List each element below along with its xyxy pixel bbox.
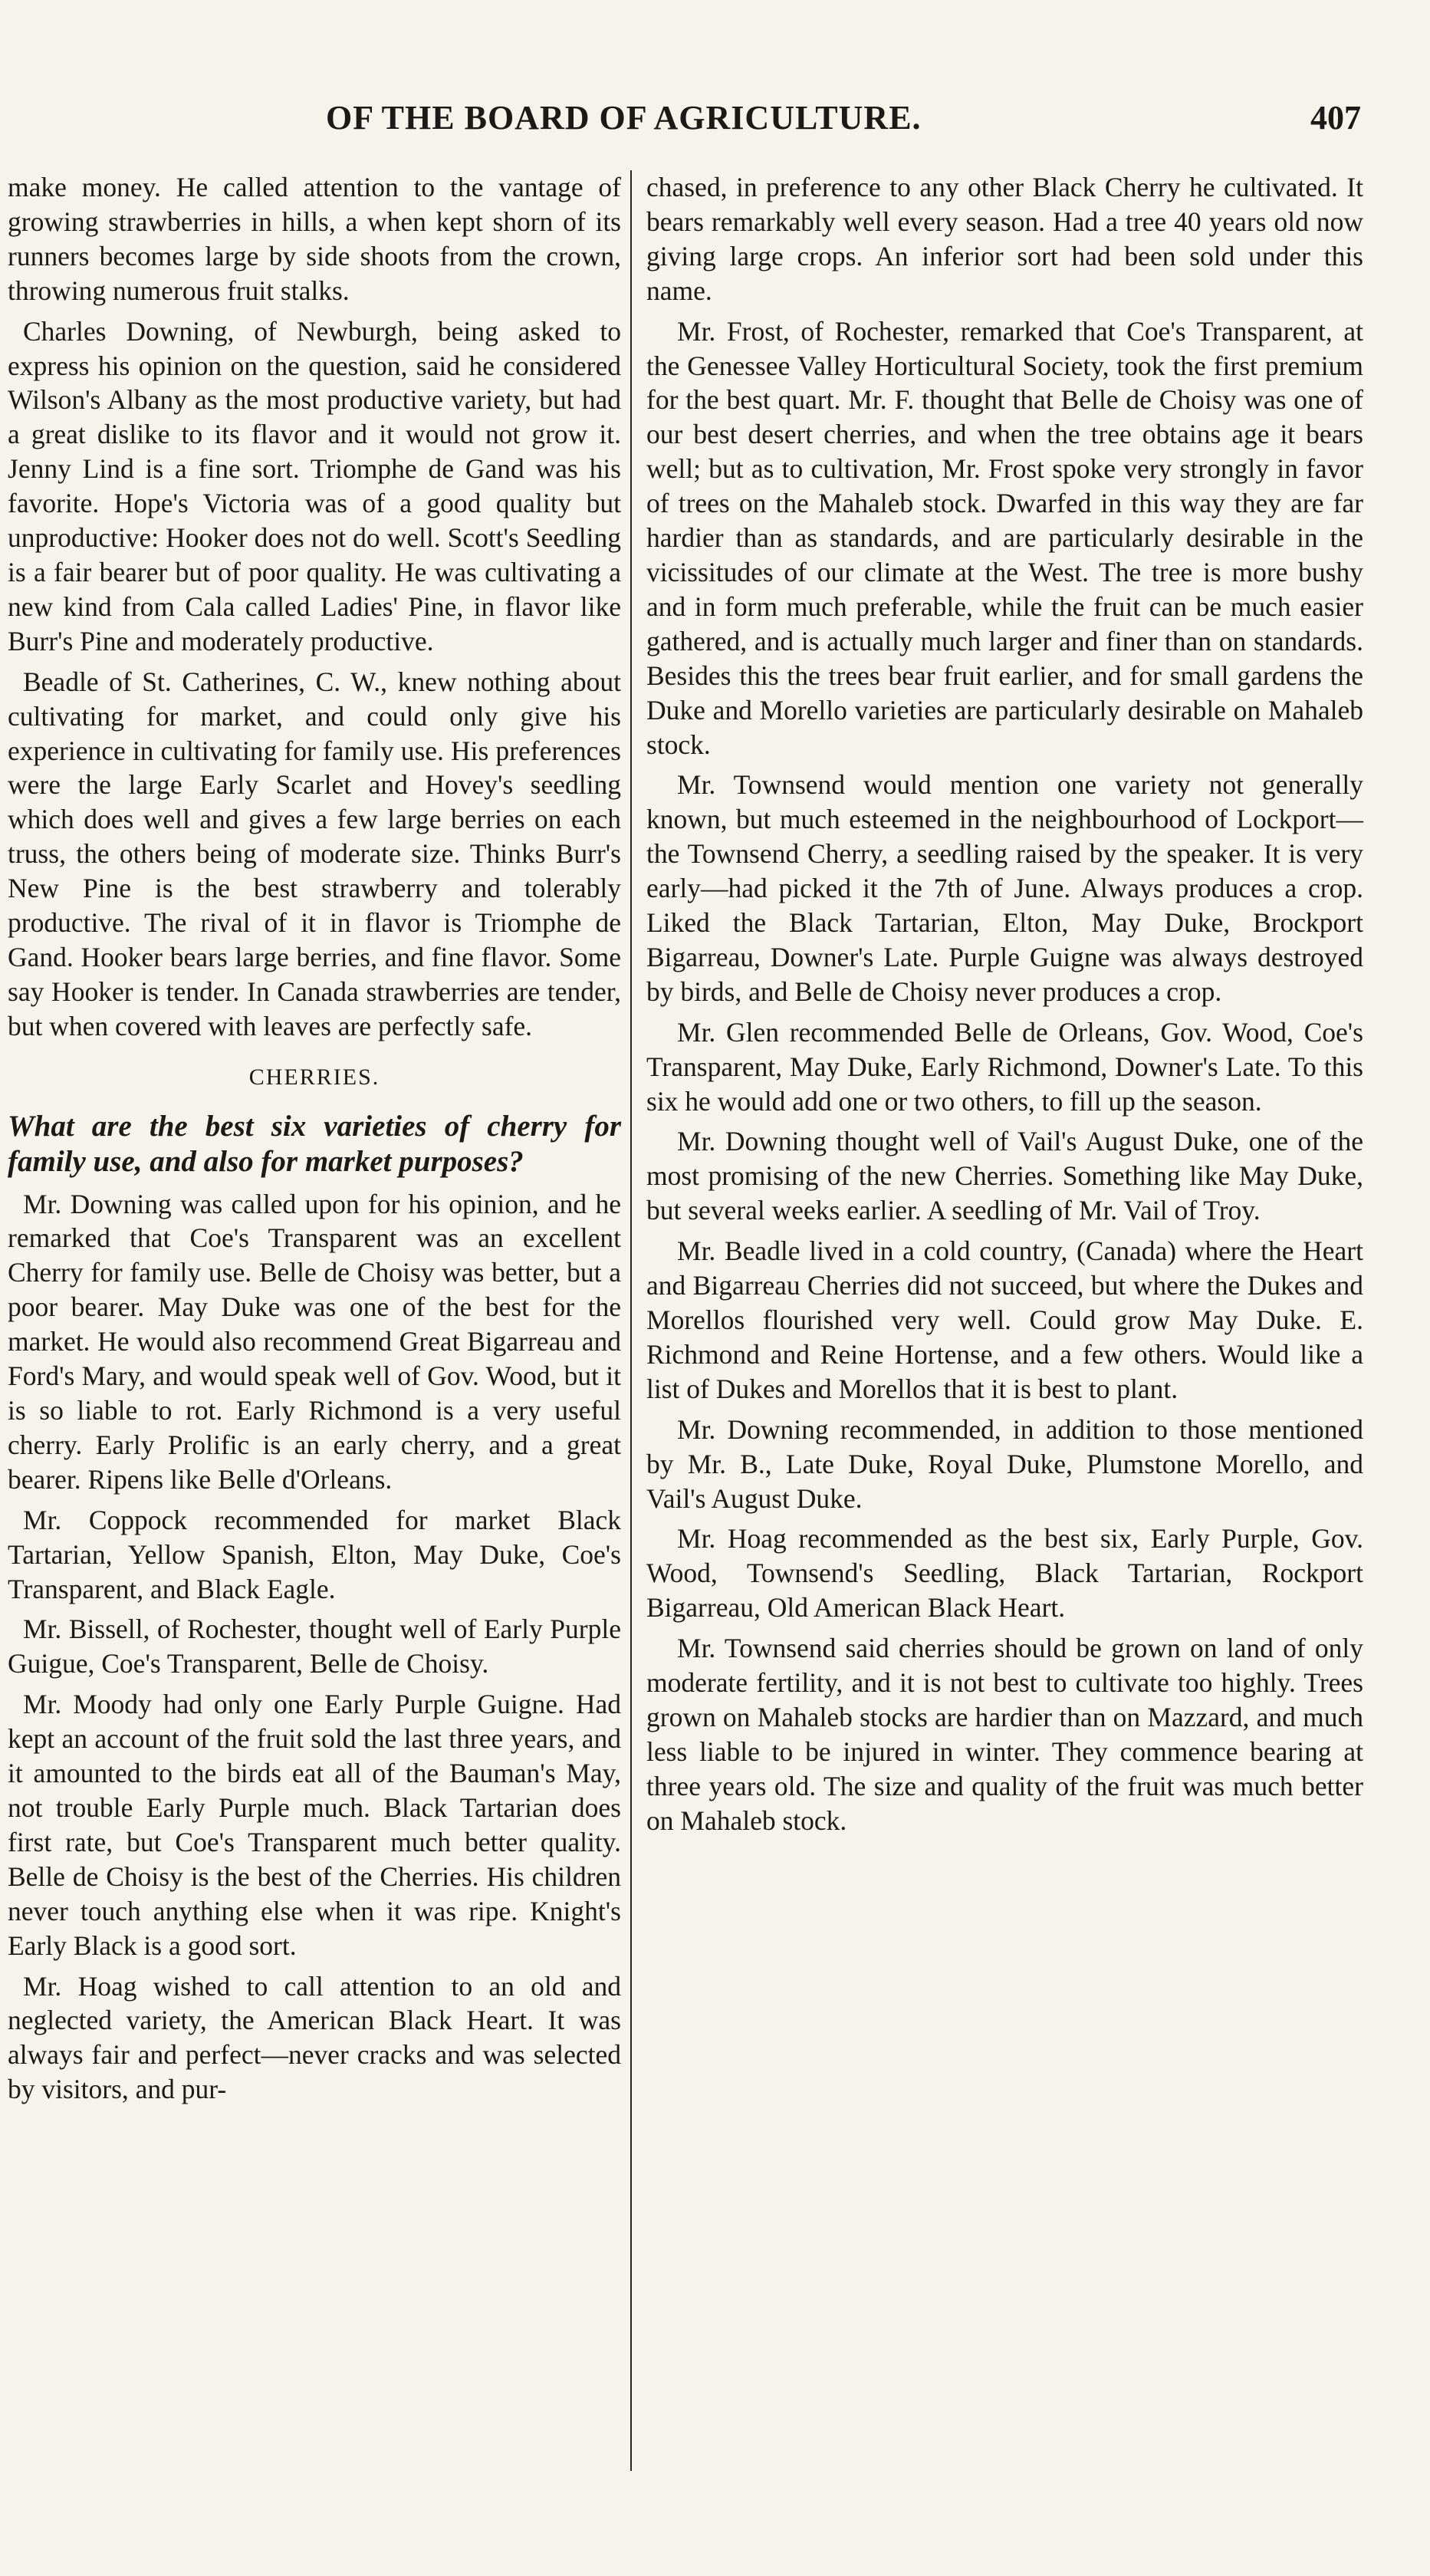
right-paragraph-9: Mr. Townsend said cherries should be grown on land of only moderate fertility, and it is not best to cultivate too highly. Trees grown on Mahaleb stocks are hardier than on Mazzard, and much less liable to be injured in winter. They commence bearing at three years old. The size and quality of the fruit was much better on Mahaleb stock. <box>646 1633 1363 1836</box>
left-paragraph-1: make money. He called attention to the vantage of growing strawberries in hills, a when kept shorn of its runners becomes large by side shoots from the crown, throwing numerous fruit stalks. <box>8 172 621 306</box>
left-paragraph-2: Charles Downing, of Newburgh, being asked to express his opinion on the question, said he considered Wilson's Albany as the most productive variety, but had a great dislike to its flavor and it would not grow it. Jenny Lind is a fine sort. Triomphe de Gand was his favorite. Hope's Victoria was of a good quality but unproductive: Hooker does not do well. Scott's Seedling is a fair bearer but of poor quality. He was cultivating a new kind from Cala called Ladies' Pine, in flavor like Burr's Pine and moderately productive. <box>8 315 621 656</box>
section-heading-cherries: CHERRIES. <box>248 1064 380 1090</box>
page-number: 407 <box>1310 99 1361 137</box>
left-paragraph-6: Mr. Bissell, of Rochester, thought well of Early Purple Guigue, Coe's Transparent, Belle de Choisy. <box>8 1614 621 1679</box>
right-paragraph-4: Mr. Glen recommended Belle de Orleans, Gov. Wood, Coe's Transparent, May Duke, Early Richmond, Downer's Late. To this six he would add one or two others, to fill up the season. <box>646 1016 1363 1117</box>
left-paragraph-7: Mr. Moody had only one Early Purple Guigne. Had kept an account of the fruit sold the last three years, and it amounted to the birds eat all of the Bauman's May, not trouble Early Purple much. Black Tartarian does first rate, but Coe's Transparent much better quality. Belle de Choisy is the best of the Cherries. His children never touch anything else when it was ripe. Knight's Early Black is a good sort. <box>8 1689 621 1961</box>
right-paragraph-6: Mr. Beadle lived in a cold country, (Canada) where the Heart and Bigarreau Cherries did not succeed, but where the Dukes and Morellos flourished very well. Could grow May Duke. E. Richmond and Reine Hortense, and a few others. Would like a list of Dukes and Morellos that it is best to plant. <box>646 1235 1363 1404</box>
right-paragraph-1: chased, in preference to any other Black Cherry he cultivated. It bears remarkably well every season. Had a tree 40 years old now giving large crops. An inferior sort had been sold under this name. <box>646 172 1363 306</box>
right-paragraph-5: Mr. Downing thought well of Vail's August Duke, one of the most promising of the new Cherries. Something like May Duke, but several weeks earlier. A seedling of Mr. Vail of Troy. <box>646 1126 1363 1226</box>
right-paragraph-3: Mr. Townsend would mention one variety not generally known, but much esteemed in the neighbourhood of Lockport—the Townsend Cherry, a seedling raised by the speaker. It is very early—had picked it the 7th of June. Always produces a crop. Liked the Black Tartarian, Elton, May Duke, Brockport Bigarreau, Downer's Late. Purple Guigne was always destroyed by birds, and Belle de Choisy never produces a crop. <box>646 769 1363 1007</box>
right-paragraph-7: Mr. Downing recommended, in addition to those mentioned by Mr. B., Late Duke, Royal Duke, Plumstone Morello, and Vail's August Duke. <box>646 1413 1363 1514</box>
left-paragraph-4: Mr. Downing was called upon for his opinion, and he remarked that Coe's Transparent was an excellent Cherry for family use. Belle de Choisy was better, but a poor bearer. May Duke was one of the best for the market. He would also recommend Great Bigarreau and Ford's Mary, and would speak well of Gov. Wood, but it is so liable to rot. Early Richmond is a very useful cherry. Early Prolific is an early cherry, and a great bearer. Ripens like Belle d'Orleans. <box>8 1188 621 1495</box>
section-question: What are the best six varieties of cherry for family use, and also for market purposes? <box>8 1109 621 1178</box>
left-paragraph-3: Beadle of St. Catherines, C. W., knew nothing about cultivating for market, and could only give his experience in cultivating for family use. His preferences were the large Early Scarlet and Hovey's seedling which does well and gives a few large berries on each truss, the others being of moderate size. Thinks Burr's New Pine is the best strawberry and tolerably productive. The rival of it in flavor is Triomphe de Gand. Hooker bears large berries, and fine flavor. Some say Hooker is tender. In Canada strawberries are tender, but when covered with leaves are perfectly safe. <box>8 666 621 1041</box>
column-divider <box>630 170 632 2471</box>
right-paragraph-8: Mr. Hoag recommended as the best six, Early Purple, Gov. Wood, Townsend's Seedling, Black Tartarian, Rockport Bigarreau, Old American Black Heart. <box>646 1523 1363 1624</box>
left-column <box>8 170 621 2113</box>
running-title: OF THE BOARD OF AGRICULTURE. <box>326 99 922 137</box>
left-paragraph-5: Mr. Coppock recommended for market Black Tartarian, Yellow Spanish, Elton, May Duke, Coe's Transparent, and Black Eagle. <box>8 1504 621 1604</box>
left-paragraph-8: Mr. Hoag wished to call attention to an old and neglected variety, the American Black Heart. It was always fair and perfect—never cracks and was selected by visitors, and pur- <box>8 1970 621 2105</box>
page-header <box>230 98 1361 152</box>
right-paragraph-2: Mr. Frost, of Rochester, remarked that Coe's Transparent, at the Genessee Valley Horticultural Society, took the first premium for the best quart. Mr. F. thought that Belle de Choisy was one of our best desert cherries, and when the tree obtains age it bears well; but as to cultivation, Mr. Frost spoke very strongly in favor of trees on the Mahaleb stock. Dwarfed in this way they are far hardier than as standards, and are particularly desirable in the vicissitudes of our climate at the West. The tree is more bushy and in form much preferable, while the fruit can be much easier gathered, and is actually much larger and finer than on standards. Besides this the trees bear fruit earlier, and for small gardens the Duke and Morello varieties are particularly desirable on Mahaleb stock. <box>646 315 1363 760</box>
right-column <box>646 170 1363 1844</box>
